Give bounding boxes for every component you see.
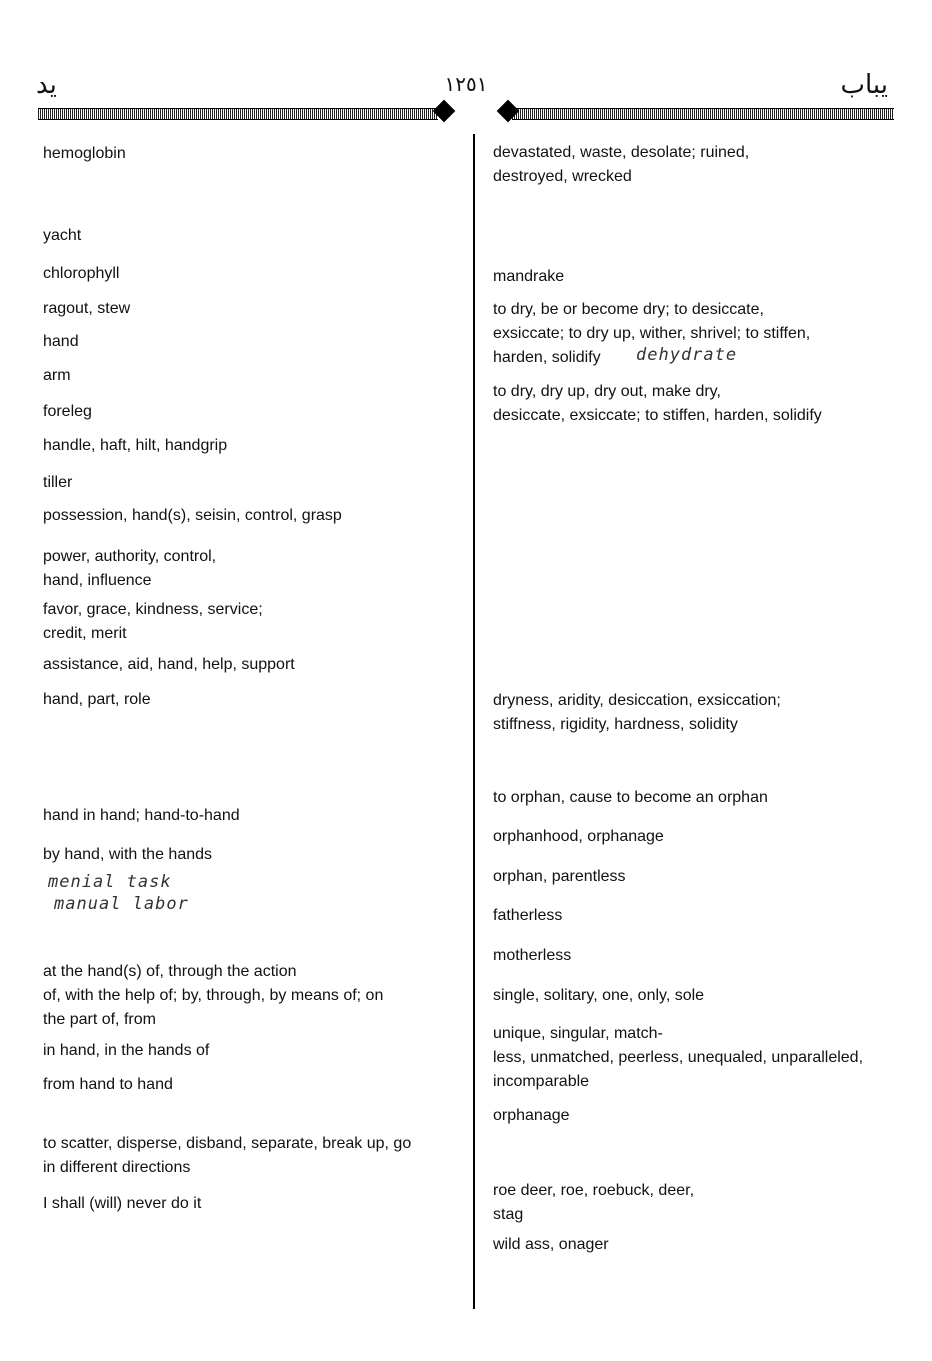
left-entry-english: from hand to hand bbox=[43, 1076, 173, 1093]
right-entry-english: stiffness, rigidity, hardness, solidity bbox=[493, 716, 738, 733]
right-entry-english: to dry, be or become dry; to desiccate, bbox=[493, 301, 764, 318]
left-entry-english: I shall (will) never do it bbox=[43, 1195, 202, 1212]
left-entry-english: credit, merit bbox=[43, 625, 127, 642]
left-entry-english: in hand, in the hands of bbox=[43, 1042, 210, 1059]
right-entry-english: less, unmatched, peerless, unequaled, unparalleled, bbox=[493, 1049, 864, 1066]
left-entry-english: arm bbox=[43, 367, 71, 384]
left-entry-english: hand in hand; hand-to-hand bbox=[43, 807, 240, 824]
right-entry-english: stag bbox=[493, 1206, 524, 1223]
right-entry-english: unique, singular, match- bbox=[493, 1025, 663, 1042]
right-entry-english: mandrake bbox=[493, 268, 565, 285]
left-entry-english: chlorophyll bbox=[43, 265, 120, 282]
handwritten-note-dehydrate: dehydrate bbox=[636, 345, 738, 365]
right-entry-english: desiccate, exsiccate; to stiffen, harden, solidify bbox=[493, 407, 822, 424]
header-rule-right bbox=[512, 108, 894, 120]
left-entry-english: ragout, stew bbox=[43, 300, 131, 317]
right-entry-english: devastated, waste, desolate; ruined, bbox=[493, 144, 750, 161]
left-entry-english: to scatter, disperse, disband, separate, break up, go bbox=[43, 1135, 412, 1152]
left-entry-english: by hand, with the hands bbox=[43, 846, 213, 863]
right-entry-english: destroyed, wrecked bbox=[493, 168, 632, 185]
right-entry-english: orphan, parentless bbox=[493, 868, 626, 885]
handwritten-note-manual-labor: manual labor bbox=[54, 894, 189, 914]
column-divider bbox=[473, 134, 475, 1309]
left-entry-english: the part of, from bbox=[43, 1011, 156, 1028]
left-entry-english: power, authority, control, bbox=[43, 548, 217, 565]
right-entry-english: incomparable bbox=[493, 1073, 590, 1090]
right-entry-english: roe deer, roe, roebuck, deer, bbox=[493, 1182, 695, 1199]
right-entry-english: exsiccate; to dry up, wither, shrivel; to stiffen, bbox=[493, 325, 811, 342]
right-entry-english: single, solitary, one, only, sole bbox=[493, 987, 705, 1004]
left-entry-english: hand bbox=[43, 333, 79, 350]
left-entry-english: tiller bbox=[43, 474, 73, 491]
left-entry-english: at the hand(s) of, through the action bbox=[43, 963, 297, 980]
handwritten-note-menial-task: menial task bbox=[48, 872, 172, 892]
right-entry-english: harden, solidify bbox=[493, 349, 601, 366]
header-right-word: يباب bbox=[840, 70, 888, 100]
right-entry-english: motherless bbox=[493, 947, 572, 964]
left-entry-english: favor, grace, kindness, service; bbox=[43, 601, 263, 618]
right-entry-english: orphanhood, orphanage bbox=[493, 828, 664, 845]
page-number: ١٢٥١ bbox=[444, 72, 488, 96]
left-entry-english: hemoglobin bbox=[43, 145, 126, 162]
right-entry-english: to orphan, cause to become an orphan bbox=[493, 789, 768, 806]
left-entry-english: possession, hand(s), seisin, control, grasp bbox=[43, 507, 342, 524]
right-entry-english: fatherless bbox=[493, 907, 563, 924]
header-left-word: يد bbox=[36, 70, 57, 100]
right-entry-english: to dry, dry up, dry out, make dry, bbox=[493, 383, 721, 400]
left-entry-english: hand, influence bbox=[43, 572, 152, 589]
left-entry-english: handle, haft, hilt, handgrip bbox=[43, 437, 228, 454]
left-entry-english: in different directions bbox=[43, 1159, 191, 1176]
right-entry-english: orphanage bbox=[493, 1107, 570, 1124]
left-entry-english: assistance, aid, hand, help, support bbox=[43, 656, 295, 673]
left-entry-english: hand, part, role bbox=[43, 691, 151, 708]
left-entry-english: foreleg bbox=[43, 403, 92, 420]
right-entry-english: dryness, aridity, desiccation, exsiccation; bbox=[493, 692, 781, 709]
left-entry-english: of, with the help of; by, through, by means of; on bbox=[43, 987, 384, 1004]
header-rule-left bbox=[38, 108, 438, 120]
left-entry-english: yacht bbox=[43, 227, 82, 244]
right-entry-english: wild ass, onager bbox=[493, 1236, 609, 1253]
